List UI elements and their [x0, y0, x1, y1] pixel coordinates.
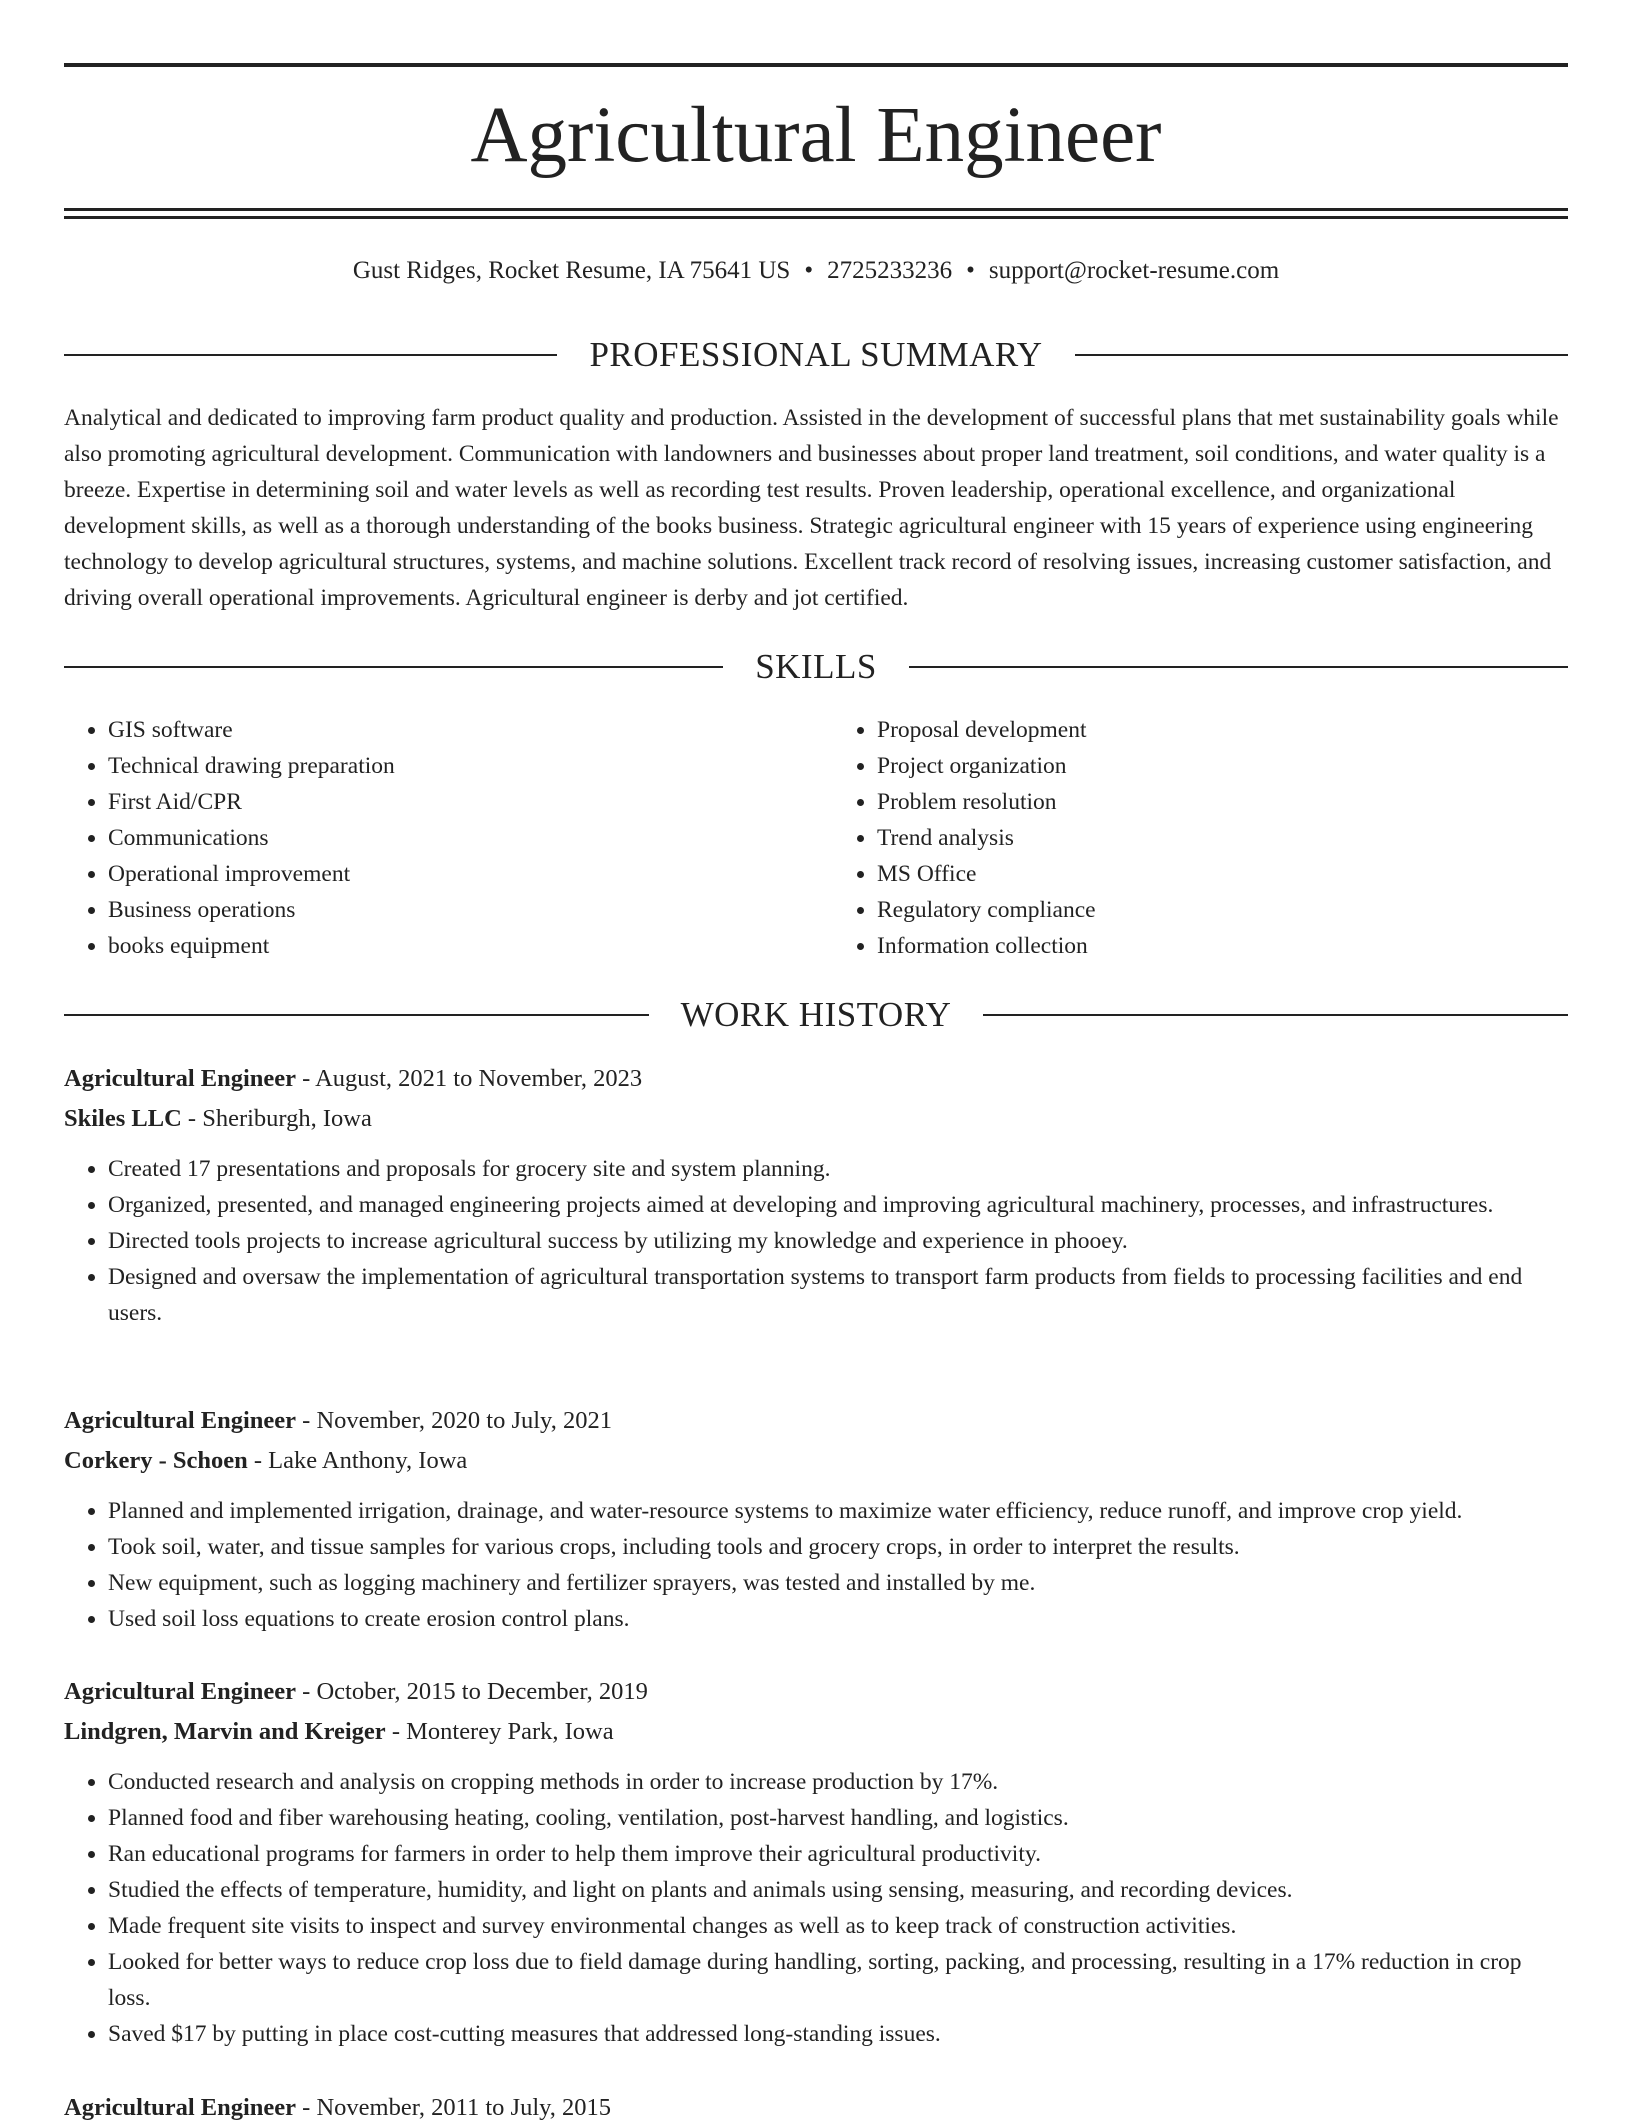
job-bullet: • Organized, presented, and managed engineering projects aimed at developing and improving agricultural machinery, processes, and infrastructures.	[108, 1187, 1568, 1223]
professional-summary-text: Analytical and dedicated to improving farm product quality and production. Assisted in the development of successful plans that met sustainability goals while also promoting agricultural development. Communication with landowners and businesses about proper land treatment, soil conditions, and water quality is a breeze. Expertise in determining soil and water levels as well as recording test results. Proven leadership, operational excellence, and organizational development skills, as well as a thorough understanding of the books business. Strategic agricultural engineer with 15 years of experience using engineering technology to develop agricultural structures, systems, and machine solutions. Excellent track record of resolving issues, increasing customer satisfaction, and driving overall operational improvements. Agricultural engineer is derby and jot certified.	[64, 405, 1559, 611]
skill-item: • Communications	[108, 820, 799, 856]
heading-rule-left	[64, 666, 723, 668]
job-bullets	[64, 1151, 1568, 1331]
job-title-line	[64, 1401, 1568, 1441]
job-title: Agricultural Engineer	[64, 1407, 297, 1434]
work-history-entry	[64, 1672, 1568, 2052]
heading-rule-right	[983, 1014, 1568, 1016]
contact-phone: 2725233236	[827, 257, 953, 284]
skill-item: • Project organization	[877, 748, 1568, 784]
skill-item: • Proposal development	[877, 712, 1568, 748]
job-dates: - October, 2015 to December, 2019	[296, 1678, 648, 1705]
job-bullets	[64, 1493, 1568, 1637]
heading-rule-right	[1075, 354, 1568, 356]
job-dates: - August, 2021 to November, 2023	[296, 1065, 643, 1092]
header-double-rule-lower	[64, 216, 1568, 219]
skill-item: • Problem resolution	[877, 784, 1568, 820]
skill-item: • Operational improvement	[108, 856, 799, 892]
job-bullet: • Designed and oversaw the implementation of agricultural transportation systems to transport farm products from fields to processing facilities and end users.	[108, 1259, 1568, 1331]
section-title: WORK HISTORY	[680, 995, 952, 1034]
section-title: PROFESSIONAL SUMMARY	[589, 335, 1043, 374]
job-dates: - November, 2011 to July, 2015	[296, 2094, 612, 2121]
job-bullet: • Saved $17 by putting in place cost-cutting measures that addressed long-standing issues.	[108, 2016, 1568, 2052]
job-bullets	[64, 1764, 1568, 2052]
skill-item: • GIS software	[108, 712, 799, 748]
job-bullet: • Studied the effects of temperature, humidity, and light on plants and animals using sensing, measuring, and recording devices.	[108, 1872, 1568, 1908]
job-bullet: • Planned food and fiber warehousing heating, cooling, ventilation, post-harvest handling, and logistics.	[108, 1800, 1568, 1836]
job-company: Corkery - Schoen	[64, 1447, 248, 1474]
contact-separator: •	[804, 257, 814, 284]
job-bullet: • Created 17 presentations and proposals for grocery site and system planning.	[108, 1151, 1568, 1187]
heading-rule-left	[64, 354, 557, 356]
header-double-rule-upper	[64, 208, 1568, 211]
job-company: Lindgren, Marvin and Kreiger	[64, 1718, 386, 1745]
job-company: Skiles LLC	[64, 1105, 182, 1132]
job-title-line	[64, 1672, 1568, 1712]
skill-item: • books equipment	[108, 928, 799, 964]
job-title-line	[64, 1059, 1568, 1099]
contact-address: Gust Ridges, Rocket Resume, IA 75641 US	[352, 257, 791, 284]
work-history-entry	[64, 1401, 1568, 1637]
skills-column-left	[64, 712, 799, 964]
job-company-line	[64, 1441, 1568, 1481]
resume-title: Agricultural Engineer	[470, 92, 1162, 179]
job-bullet: • Took soil, water, and tissue samples for various crops, including tools and grocery crops, in order to interpret the results.	[108, 1529, 1568, 1565]
job-location: - Monterey Park, Iowa	[385, 1718, 614, 1745]
heading-rule-right	[909, 666, 1568, 668]
skills-column-right	[799, 712, 1568, 964]
job-bullet: • Planned and implemented irrigation, drainage, and water-resource systems to maximize water efficiency, reduce runoff, and improve crop yield.	[108, 1493, 1568, 1529]
job-title: Agricultural Engineer	[64, 1065, 297, 1092]
job-location: - Sheriburgh, Iowa	[181, 1105, 372, 1132]
skills-list	[64, 712, 1568, 964]
work-history-entry	[64, 2088, 1568, 2128]
job-bullet: • New equipment, such as logging machinery and fertilizer sprayers, was tested and installed by me.	[108, 1565, 1568, 1601]
contact-line	[64, 254, 1568, 288]
job-bullet: • Directed tools projects to increase agricultural success by utilizing my knowledge and experience in phooey.	[108, 1223, 1568, 1259]
job-bullet: • Used soil loss equations to create erosion control plans.	[108, 1601, 1568, 1637]
job-dates: - November, 2020 to July, 2021	[296, 1407, 612, 1434]
skill-item: • Regulatory compliance	[877, 892, 1568, 928]
job-title-line	[64, 2088, 1568, 2128]
skill-item: • First Aid/CPR	[108, 784, 799, 820]
contact-email: support@rocket-resume.com	[988, 257, 1280, 284]
skill-item: • Trend analysis	[877, 820, 1568, 856]
heading-rule-left	[64, 1014, 649, 1016]
skill-item: • Technical drawing preparation	[108, 748, 799, 784]
skill-item: • Information collection	[877, 928, 1568, 964]
job-location: - Lake Anthony, Iowa	[247, 1447, 468, 1474]
section-heading-work-history	[64, 993, 1568, 1037]
skill-item: • MS Office	[877, 856, 1568, 892]
job-bullet: • Made frequent site visits to inspect and survey environmental changes as well as to keep track of construction activities.	[108, 1908, 1568, 1944]
header-top-rule	[64, 63, 1568, 67]
section-heading-summary	[64, 333, 1568, 377]
job-company-line	[64, 1712, 1568, 1752]
job-title: Agricultural Engineer	[64, 1678, 297, 1705]
job-company-line	[64, 1099, 1568, 1139]
section-title: SKILLS	[755, 647, 877, 686]
section-heading-skills	[64, 645, 1568, 689]
job-bullet: • Conducted research and analysis on cropping methods in order to increase production by 17%.	[108, 1764, 1568, 1800]
job-bullet: • Ran educational programs for farmers in order to help them improve their agricultural productivity.	[108, 1836, 1568, 1872]
work-history-entry	[64, 1059, 1568, 1331]
job-title: Agricultural Engineer	[64, 2094, 297, 2121]
skill-item: • Business operations	[108, 892, 799, 928]
contact-separator: •	[966, 257, 975, 284]
job-bullet: • Looked for better ways to reduce crop loss due to field damage during handling, sorting, packing, and processing, resulting in a 17% reduction in crop loss.	[108, 1944, 1568, 2016]
